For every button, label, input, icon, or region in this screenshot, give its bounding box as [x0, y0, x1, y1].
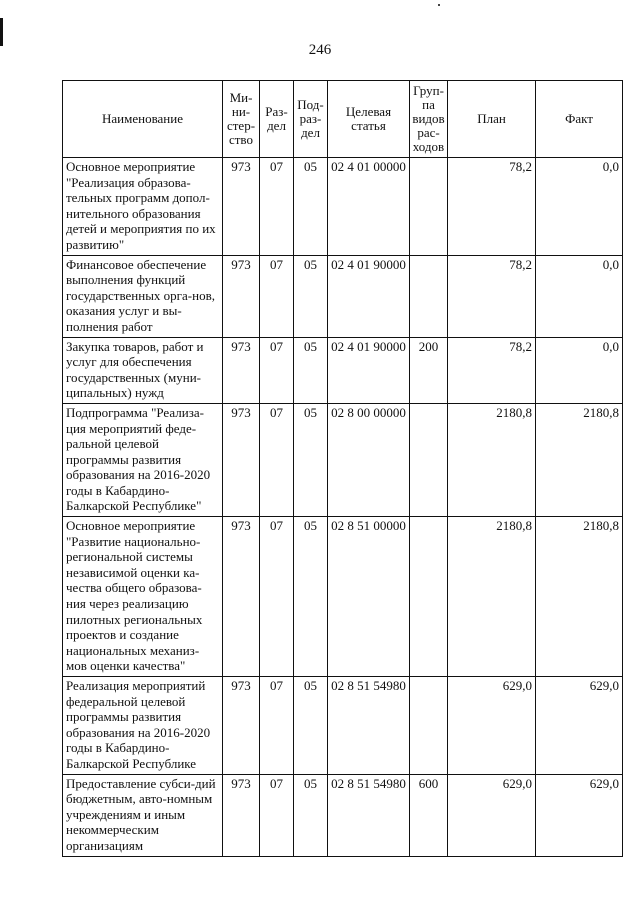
header-target: Целевая статья: [328, 81, 410, 158]
cell-section: 07: [260, 255, 294, 337]
cell-fact: 629,0: [536, 774, 623, 856]
cell-ministry: 973: [223, 677, 260, 775]
header-ministry: Ми- ни- стер- ство: [223, 81, 260, 158]
cell-target: 02 8 51 54980: [328, 774, 410, 856]
table-row: [63, 255, 623, 337]
cell-ministry: 973: [223, 255, 260, 337]
cell-section: 07: [260, 403, 294, 516]
table-row: [63, 337, 623, 403]
table-row: [63, 158, 623, 256]
cell-group: [410, 677, 448, 775]
cell-group: [410, 517, 448, 677]
cell-subsection: 05: [294, 337, 328, 403]
cell-subsection: 05: [294, 158, 328, 256]
cell-section: 07: [260, 158, 294, 256]
cell-name: Предоставление субси-дий бюджетным, авто-номным учреждениям и иным некоммерческим организациям: [63, 774, 223, 856]
cell-fact: 2180,8: [536, 517, 623, 677]
cell-plan: 2180,8: [448, 403, 536, 516]
cell-subsection: 05: [294, 517, 328, 677]
cell-name: Основное мероприятие "Развитие национально-региональной системы независимой оценки ка-чества общего образова-ния через реализацию пилотных региональных проектов и создание национальных механиз-мов оценки качества": [63, 517, 223, 677]
cell-ministry: 973: [223, 158, 260, 256]
cell-ministry: 973: [223, 337, 260, 403]
header-fact: Факт: [536, 81, 623, 158]
header-section: Раз- дел: [260, 81, 294, 158]
cell-section: 07: [260, 517, 294, 677]
cell-section: 07: [260, 774, 294, 856]
cell-plan: 78,2: [448, 337, 536, 403]
cell-section: 07: [260, 677, 294, 775]
budget-table: [62, 80, 623, 857]
cell-subsection: 05: [294, 255, 328, 337]
cell-plan: 78,2: [448, 158, 536, 256]
cell-group: [410, 403, 448, 516]
header-group: Груп- па видов рас- ходов: [410, 81, 448, 158]
table-body: [63, 158, 623, 857]
cell-ministry: 973: [223, 517, 260, 677]
cell-fact: 0,0: [536, 255, 623, 337]
header-name: Наименование: [63, 81, 223, 158]
table-row: [63, 677, 623, 775]
cell-target: 02 4 01 90000: [328, 255, 410, 337]
cell-name: Подпрограмма "Реализа-ция мероприятий феде-ральной целевой программы развития образования на 2016-2020 годы в Кабардино-Балкарской Республике": [63, 403, 223, 516]
cell-name: Закупка товаров, работ и услуг для обеспечения государственных (муни-ципальных) нужд: [63, 337, 223, 403]
cell-group: 600: [410, 774, 448, 856]
table-row: [63, 403, 623, 516]
cell-name: Основное мероприятие "Реализация образова-тельных программ допол-нительного образования детей и мероприятия по их развитию": [63, 158, 223, 256]
cell-plan: 78,2: [448, 255, 536, 337]
header-plan: План: [448, 81, 536, 158]
cell-ministry: 973: [223, 774, 260, 856]
cell-plan: 629,0: [448, 677, 536, 775]
cell-target: 02 8 00 00000: [328, 403, 410, 516]
table-row: [63, 774, 623, 856]
cell-name: Финансовое обеспечение выполнения функций государственных орга-нов, оказания услуг и вы-полнения работ: [63, 255, 223, 337]
cell-target: 02 4 01 90000: [328, 337, 410, 403]
cell-plan: 629,0: [448, 774, 536, 856]
cell-group: [410, 255, 448, 337]
cell-fact: 0,0: [536, 337, 623, 403]
cell-fact: 2180,8: [536, 403, 623, 516]
cell-fact: 629,0: [536, 677, 623, 775]
cell-plan: 2180,8: [448, 517, 536, 677]
scan-dot: [438, 4, 440, 6]
cell-subsection: 05: [294, 677, 328, 775]
table-row: [63, 517, 623, 677]
cell-ministry: 973: [223, 403, 260, 516]
cell-group: 200: [410, 337, 448, 403]
cell-target: 02 8 51 00000: [328, 517, 410, 677]
page-number: 246: [308, 42, 332, 58]
cell-target: 02 4 01 00000: [328, 158, 410, 256]
cell-fact: 0,0: [536, 158, 623, 256]
cell-name: Реализация мероприятий федеральной целевой программы развития образования на 2016-2020 годы в Кабардино-Балкарской Республике: [63, 677, 223, 775]
cell-section: 07: [260, 337, 294, 403]
cell-group: [410, 158, 448, 256]
table-header-row: [63, 81, 623, 158]
cell-target: 02 8 51 54980: [328, 677, 410, 775]
cell-subsection: 05: [294, 774, 328, 856]
cell-subsection: 05: [294, 403, 328, 516]
header-subsection: Под- раз- дел: [294, 81, 328, 158]
